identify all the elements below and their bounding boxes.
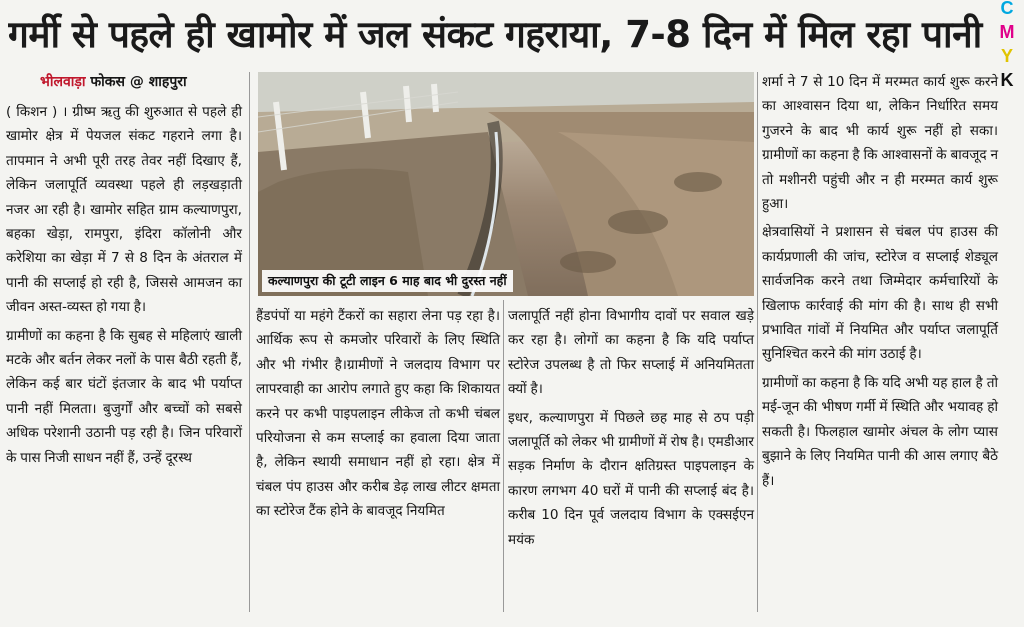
paragraph: जलापूर्ति नहीं होना विभागीय दावों पर सवाल खड़े कर रहा है। लोगों का कहना है कि यदि पर्याप्त स्टोरेज उपलब्ध है तो फिर सप्लाई में अनियमितता क्यों है।: [508, 308, 754, 398]
paragraph: शर्मा ने 7 से 10 दिन में मरम्मत कार्य शुरू करने का आश्वासन दिया था, लेकिन निर्धारित समय गुजरने के बाद भी कार्य शुरू नहीं हो सका। ग्रामीणों का कहना है कि आश्वासनों के बावजूद न तो मशीनरी पहुंची और न ही मरम्मत कार्य शुरू हुआ।: [762, 74, 998, 213]
byline-place: भीलवाड़ा: [40, 74, 86, 90]
column-divider: [249, 72, 250, 612]
paragraph: इधर, कल्याणपुरा में पिछले छह माह से ठप पड़ी जलापूर्ति को लेकर भी ग्रामीणों में रोष है। एमडीआर सड़क निर्माण के दौरान क्षतिग्रस्त पाइपलाइन के कारण लगभग 40 घरों में पानी की सप्लाई बंद है। करीब 10 दिन पूर्व जलदाय विभाग के एक्सईएन मयंक: [508, 409, 754, 548]
article-column-2: [256, 304, 500, 524]
column-divider: [503, 300, 504, 612]
paragraph: ग्रामीणों का कहना है कि सुबह से महिलाएं खाली मटके और बर्तन लेकर नलों के पास बैठी रहती हैं, लेकिन कई बार घंटों इंतजार के बाद भी पर्याप्त पानी नहीं मिलता। बुजुर्गों और बच्चों को सबसे अधिक परेशानी उठानी पड़ रही है। जिन परिवारों के पास निजी साधन नहीं हैं, उन्हें दूरस्थ: [6, 327, 242, 466]
column-divider: [757, 72, 758, 612]
byline-source: फोकस @ शाहपुरा: [85, 74, 187, 90]
paragraph: हैंडपंपों या महंगे टैंकरों का सहारा लेना पड़ रहा है। आर्थिक रूप से कमजोर परिवारों के लिए स्थिति और भी गंभीर है।ग्रामीणों ने जलदाय विभाग पर लापरवाही का आरोप लगाते हुए कहा कि शिकायत करने पर कभी पाइपलाइन लीकेज तो कभी चंबल परियोजना से कम सप्लाई का हवाला दिया जाता है, लेकिन स्थायी समाधान नहीं हो रहा। क्षेत्र में चंबल पंप हाउस और करीब डेढ़ लाख लीटर क्षमता का स्टोरेज टैंक होने के बावजूद नियमित: [256, 308, 500, 520]
page-bottom-edge: [0, 612, 1024, 627]
cmyk-k: K: [1000, 70, 1014, 90]
article-column-1: [6, 100, 242, 470]
cmyk-y: Y: [1000, 46, 1013, 66]
article-column-3: [508, 304, 754, 552]
photo-caption: कल्याणपुरा की टूटी लाइन 6 माह बाद भी दुरस्त नहीं: [262, 270, 513, 292]
paragraph: ( किशन ) । ग्रीष्म ऋतु की शुरुआत से पहले ही खामोर क्षेत्र में पेयजल संकट गहराने लगा है। तापमान ने अभी पूरी तरह तेवर नहीं दिखाए हैं, लेकिन जलापूर्ति व्यवस्था पहले ही लड़खड़ाती नजर आ रही है। खामोर सहित ग्राम कल्याणपुरा, बहका खेड़ा, रामपुरा, इंदिरा कॉलोनी और करेशिया का खेड़ा में 7 से 8 दिन के अंतराल में पानी की सप्लाई हो रही है, जिससे आमजन का जीवन अस्त-व्यस्त हो गया है।: [6, 104, 242, 316]
paragraph: ग्रामीणों का कहना है कि यदि अभी यह हाल है तो मई-जून की भीषण गर्मी में स्थिति और भयावह हो सकती है। फिलहाल खामोर अंचल के लोग प्यास बुझाने के लिए नियमित पानी की आस लगाए बैठे हैं।: [762, 374, 998, 489]
cmyk-m: M: [999, 22, 1015, 42]
photo-illustration: [258, 72, 754, 296]
byline: [40, 72, 187, 91]
cmyk-c: C: [1000, 0, 1014, 18]
paragraph: क्षेत्रवासियों ने प्रशासन से चंबल पंप हाउस की कार्यप्रणाली की जांच, स्टोरेज व सप्लाई शेड्यूल सार्वजनिक करने तथा जिम्मेदार कर्मचारियों के खिलाफ कार्रवाई की मांग की है। साथ ही सभी प्रभावित गांवों में नियमित और पर्याप्त जलापूर्ति सुनिश्चित करने की मांग उठाई है।: [762, 224, 998, 363]
news-photo: [258, 72, 754, 296]
article-column-4: [762, 70, 998, 493]
headline: गर्मी से पहले ही खामोर में जल संकट गहराया, 7-8 दिन में मिल रहा पानी: [8, 13, 982, 56]
cmyk-registration-marks: [996, 0, 1018, 92]
